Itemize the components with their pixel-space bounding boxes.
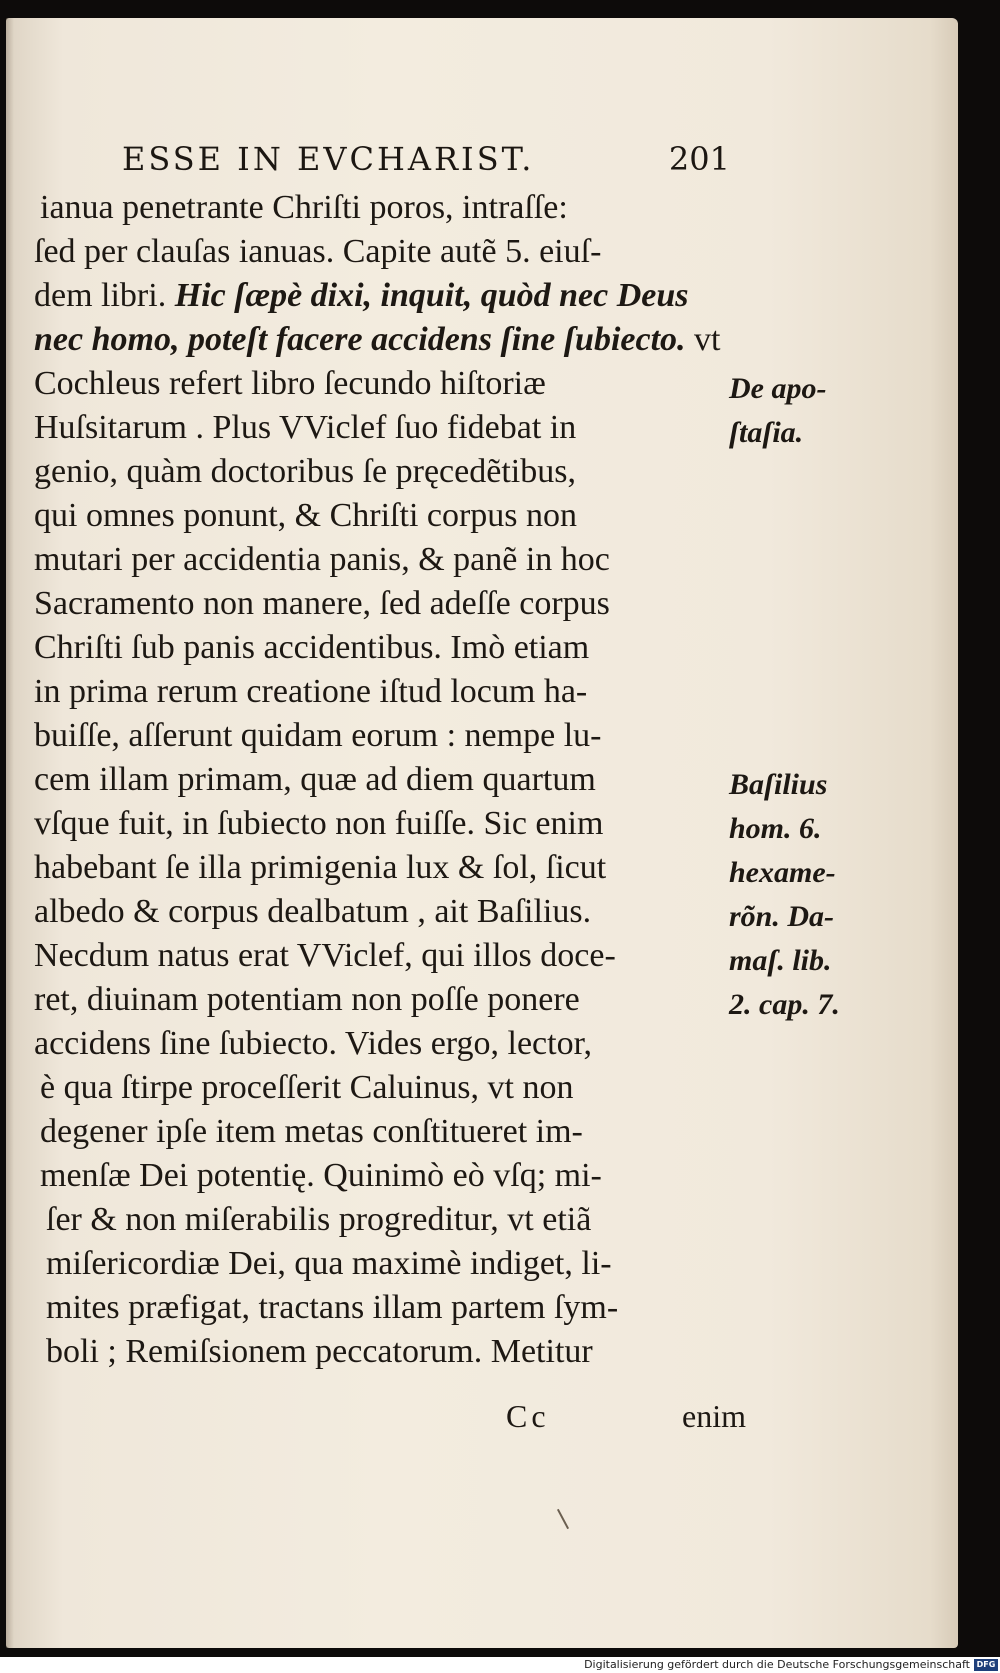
text-segment: è qua ſtirpe proceſſerit Caluinus, vt non (40, 1069, 574, 1106)
text-line (34, 274, 734, 318)
dfg-logo: DFG (974, 1659, 998, 1671)
margin-note (729, 499, 869, 543)
text-segment: accidens ſine ſubiecto. Vides ergo, lector, (34, 1025, 593, 1062)
page-header (110, 140, 730, 180)
text-line (34, 494, 734, 538)
text-line (34, 670, 734, 714)
digitization-credit: Digitalisierung gefördert durch die Deutsche Forschungsgemeinschaft (584, 1658, 970, 1671)
text-segment: Necdum natus erat VViclef, qui illos doce- (34, 937, 616, 974)
text-segment: degener ipſe item metas conſtitueret im- (40, 1113, 583, 1150)
text-segment: mites præfigat, tractans illam partem ſym- (46, 1289, 619, 1326)
margin-note: hom. 6. (729, 812, 822, 845)
page-gutter-shadow (6, 18, 14, 1648)
text-line (34, 934, 734, 978)
text-line (34, 626, 734, 670)
text-segment: ret, diuinam potentiam non poſſe ponere (34, 981, 580, 1018)
italic-quotation: nec homo, poteſt facere accidens ſine ſubiecto. (34, 321, 686, 358)
text-segment: ſed per clauſas ianuas. Capite autẽ 5. eiuſ- (34, 233, 602, 270)
text-segment: vſque fuit, in ſubiecto non fuiſſe. Sic enim (34, 805, 604, 842)
text-segment: miſericordiæ Dei, qua maximè indiget, li- (46, 1245, 612, 1282)
text-line (34, 758, 734, 802)
running-head: ESSE IN EVCHARIST. (122, 140, 535, 178)
text-line (34, 406, 734, 450)
footer (0, 1657, 1000, 1673)
signature-mark: Cc (506, 1398, 550, 1434)
text-segment: Huſsitarum . Plus VViclef ſuo fidebat in (34, 409, 577, 446)
ink-mark (557, 1509, 569, 1529)
margin-note: maſ. lib. (729, 944, 832, 977)
catchword: enim (682, 1398, 746, 1434)
margin-note: hexame- (729, 856, 836, 889)
text-line (34, 802, 734, 846)
text-segment: Chriſti ſub panis accidentibus. Imò etiam (34, 629, 590, 666)
text-segment: boli ; Remiſsionem peccatorum. Metitur (46, 1333, 593, 1370)
text-line (34, 362, 734, 406)
margin-notes (729, 367, 869, 1027)
text-line (34, 186, 734, 230)
text-segment: qui omnes ponunt, & Chriſti corpus non (34, 497, 578, 534)
text-segment: habebant ſe illa primigenia lux & ſol, ſicut (34, 849, 607, 886)
text-segment: vt (685, 321, 721, 358)
book-page (6, 18, 958, 1648)
text-line (34, 538, 734, 582)
text-segment: cem illam primam, quæ ad diem quartum (34, 761, 596, 798)
margin-note (729, 587, 869, 631)
margin-note: De apo- (729, 372, 827, 405)
text-line (34, 1154, 734, 1198)
text-segment: ſer & non miſerabilis progreditur, vt etiã (46, 1201, 592, 1238)
text-line (34, 1198, 734, 1242)
text-segment: Sacramento non manere, ſed adeſſe corpus (34, 585, 610, 622)
text-line (34, 846, 734, 890)
catchwords (506, 1398, 746, 1438)
text-line (34, 890, 734, 934)
text-segment: buiſſe, aſſerunt quidam eorum : nempe lu- (34, 717, 602, 754)
text-line (34, 714, 734, 758)
margin-note: Baſilius (729, 768, 828, 801)
margin-note: ſtaſia. (729, 416, 804, 449)
margin-note: 2. cap. 7. (729, 988, 840, 1021)
body-text (34, 186, 734, 1374)
text-line (34, 318, 734, 362)
text-segment: albedo & corpus dealbatum , ait Baſilius. (34, 893, 592, 930)
margin-note (729, 543, 869, 587)
text-line (34, 230, 734, 274)
text-segment: dem libri. (34, 277, 175, 314)
text-segment: genio, quàm doctoribus ſe pręcedẽtibus, (34, 453, 576, 490)
text-line (34, 450, 734, 494)
text-segment: ianua penetrante Chriſti poros, intraſſe: (40, 189, 568, 226)
text-line (34, 1242, 734, 1286)
text-segment: menſæ Dei potentię. Quinimò eò vſq; mi- (40, 1157, 602, 1194)
text-line (34, 1110, 734, 1154)
page-number: 201 (668, 140, 730, 178)
margin-note (729, 631, 869, 675)
text-line (34, 1066, 734, 1110)
text-segment: mutari per accidentia panis, & panẽ in hoc (34, 541, 610, 578)
text-line (34, 1286, 734, 1330)
text-segment: Cochleus refert libro ſecundo hiſtoriæ (34, 365, 546, 402)
text-line (34, 1330, 734, 1374)
text-segment: in prima rerum creatione iſtud locum ha- (34, 673, 588, 710)
margin-note: rõn. Da- (729, 900, 835, 933)
italic-quotation: Hic ſæpè dixi, inquit, quòd nec Deus (174, 277, 689, 314)
margin-note (729, 719, 869, 763)
margin-note (729, 455, 869, 499)
text-line (34, 1022, 734, 1066)
text-line (34, 978, 734, 1022)
text-line (34, 582, 734, 626)
margin-note (729, 675, 869, 719)
